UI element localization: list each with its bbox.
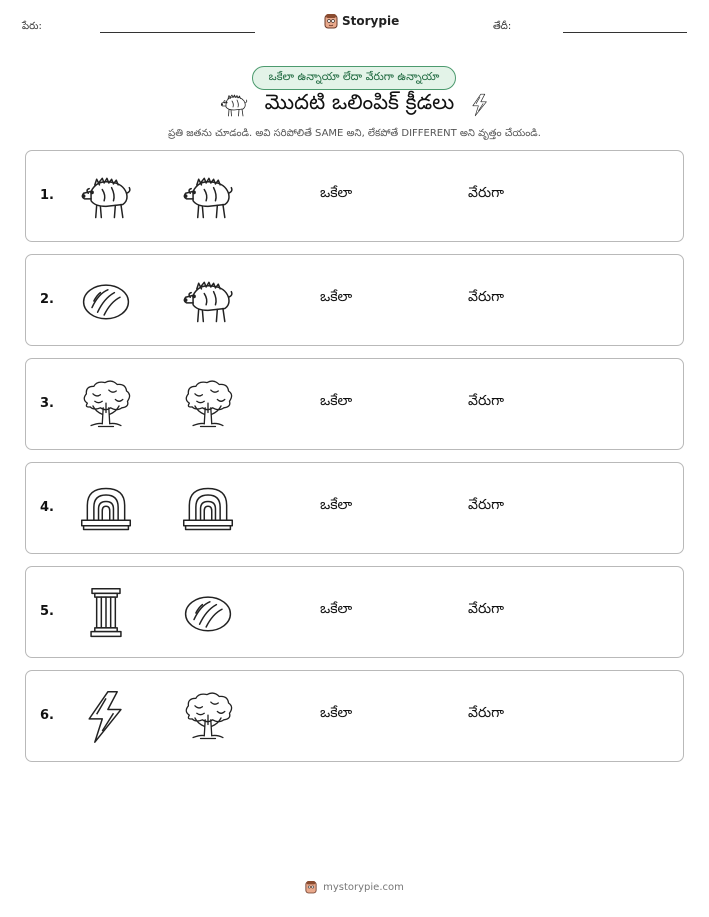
date-label: తేదీ: <box>493 21 512 32</box>
tree-icon <box>180 377 236 433</box>
exercise-row <box>25 150 684 242</box>
footer-site: mystorypie.com <box>323 881 404 893</box>
exercise-row <box>25 670 684 762</box>
date-line[interactable] <box>563 32 687 33</box>
different-option[interactable]: వేరుగా <box>468 393 504 409</box>
title-row <box>0 90 709 120</box>
same-option[interactable]: ఒకేలా <box>320 289 353 305</box>
different-option[interactable]: వేరుగా <box>468 497 504 513</box>
instructions: ప్రతి జతను చూడండి. అవి సరిపోలితే SAME అని, లేకపోతే DIFFERENT అని వృత్తం చేయండి. <box>168 128 541 139</box>
column-icon <box>78 585 134 641</box>
storypie-mascot-icon <box>324 13 338 29</box>
row-number: 6. <box>40 708 54 723</box>
tree-icon <box>78 377 134 433</box>
bread-icon <box>78 273 134 329</box>
row-number: 5. <box>40 604 54 619</box>
oven-icon <box>78 481 134 537</box>
exercise-row <box>25 462 684 554</box>
lightning-icon <box>78 689 134 745</box>
same-option[interactable]: ఒకేలా <box>320 601 353 617</box>
different-option[interactable]: వేరుగా <box>468 601 504 617</box>
brand-logo <box>324 13 399 29</box>
row-number: 1. <box>40 188 54 203</box>
subtitle-badge <box>252 66 456 90</box>
row-number: 4. <box>40 500 54 515</box>
same-option[interactable]: ఒకేలా <box>320 393 353 409</box>
brand-name: Storypie <box>342 14 400 28</box>
same-option[interactable]: ఒకేలా <box>320 497 353 513</box>
title-boar-icon <box>217 90 251 120</box>
tree-icon <box>180 689 236 745</box>
row-number: 2. <box>40 292 54 307</box>
boar-icon <box>78 169 134 225</box>
different-option[interactable]: వేరుగా <box>468 289 504 305</box>
page-title: మొదటి ఒలింపిక్ క్రీడలు <box>264 90 455 114</box>
same-option[interactable]: ఒకేలా <box>320 705 353 721</box>
name-label: పేరు: <box>22 21 42 32</box>
exercise-row <box>25 358 684 450</box>
name-line[interactable] <box>100 32 255 33</box>
footer <box>0 880 709 894</box>
same-option[interactable]: ఒకేలా <box>320 185 353 201</box>
subtitle-text: ఒకేలా ఉన్నాయా లేదా వేరుగా ఉన్నాయా <box>268 70 440 83</box>
title-lightning-icon <box>468 90 492 120</box>
exercise-row <box>25 566 684 658</box>
storypie-mascot-small-icon <box>305 880 317 894</box>
row-number: 3. <box>40 396 54 411</box>
different-option[interactable]: వేరుగా <box>468 705 504 721</box>
bread-icon <box>180 585 236 641</box>
exercise-row <box>25 254 684 346</box>
oven-icon <box>180 481 236 537</box>
boar-icon <box>180 273 236 329</box>
boar-icon <box>180 169 236 225</box>
different-option[interactable]: వేరుగా <box>468 185 504 201</box>
